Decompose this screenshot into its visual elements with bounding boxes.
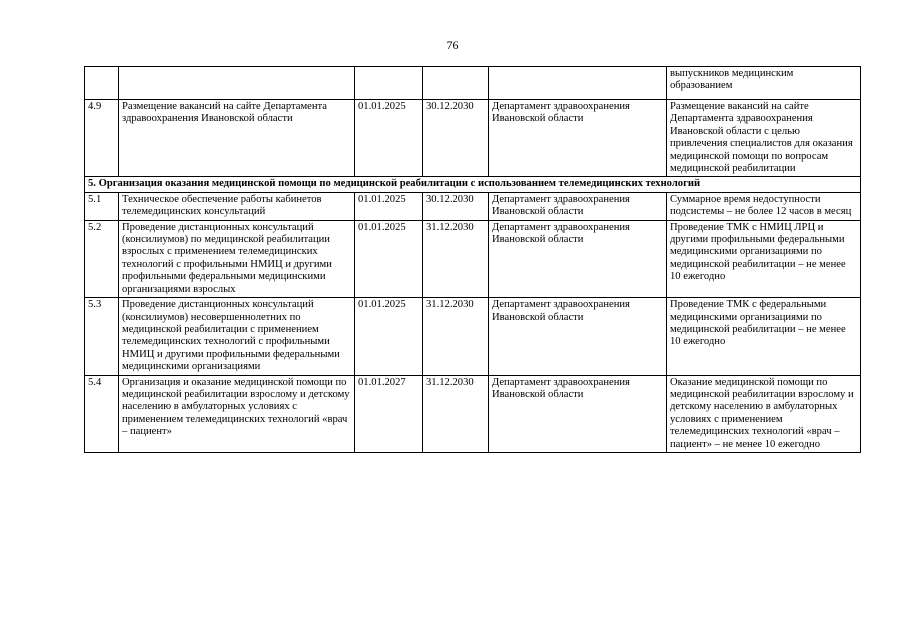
cell-end-date [423, 67, 489, 100]
cell-number: 5.2 [85, 220, 119, 297]
cell-number: 4.9 [85, 100, 119, 177]
table-row-5-1 [85, 192, 861, 220]
cell-responsible: Департамент здравоохранения Ивановской области [489, 220, 667, 297]
cell-end-date: 30.12.2030 [423, 100, 489, 177]
cell-end-date: 30.12.2030 [423, 192, 489, 220]
cell-name [119, 67, 355, 100]
cell-result: Проведение ТМК с НМИЦ ЛРЦ и другими профильными федеральными медицинскими организациями по медицинской реабилитации – не менее 10 ежегодно [667, 220, 861, 297]
cell-responsible: Департамент здравоохранения Ивановской области [489, 100, 667, 177]
table-row-continuation [85, 67, 861, 100]
cell-result: Проведение ТМК с федеральными медицинскими организациями по медицинской реабилитации – не менее 10 ежегодно [667, 298, 861, 375]
cell-start-date: 01.01.2025 [355, 100, 423, 177]
cell-name: Организация и оказание медицинской помощи по медицинской реабилитации взрослому и детскому населению в амбулаторных условиях с применением телемедицинских технологий «врач – пациент» [119, 375, 355, 452]
cell-start-date: 01.01.2027 [355, 375, 423, 452]
table-row-4-9 [85, 100, 861, 177]
cell-end-date: 31.12.2030 [423, 220, 489, 297]
section-title: 5. Организация оказания медицинской помощи по медицинской реабилитации с использованием телемедицинских технологий [85, 177, 861, 192]
cell-number: 5.1 [85, 192, 119, 220]
cell-result: Оказание медицинской помощи по медицинской реабилитации взрослому и детскому населению в амбулаторных условиях с применением телемедицинских технологий «врач – пациент» – не менее 10 ежегодно [667, 375, 861, 452]
cell-result: выпускников медицинским образованием [667, 67, 861, 100]
cell-number [85, 67, 119, 100]
cell-name: Проведение дистанционных консультаций (консилиумов) несовершеннолетних по медицинской реабилитации с применением телемедицинских технологий с профильными НМИЦ и другими профильными федеральными медицинскими организациями [119, 298, 355, 375]
cell-name: Размещение вакансий на сайте Департамента здравоохранения Ивановской области [119, 100, 355, 177]
cell-responsible: Департамент здравоохранения Ивановской области [489, 192, 667, 220]
cell-number: 5.4 [85, 375, 119, 452]
section-header-row [85, 177, 861, 192]
cell-end-date: 31.12.2030 [423, 375, 489, 452]
cell-result: Суммарное время недоступности подсистемы – не более 12 часов в месяц [667, 192, 861, 220]
page-number: 76 [446, 38, 459, 52]
cell-name: Проведение дистанционных консультаций (консилиумов) по медицинской реабилитации взрослых с применением телемедицинских технологий с профильными НМИЦ и другими профильными федеральными медицинскими организациями взрослых [119, 220, 355, 297]
cell-start-date: 01.01.2025 [355, 298, 423, 375]
cell-number: 5.3 [85, 298, 119, 375]
cell-start-date: 01.01.2025 [355, 220, 423, 297]
cell-end-date: 31.12.2030 [423, 298, 489, 375]
table-row-5-3 [85, 298, 861, 375]
table-row-5-2 [85, 220, 861, 297]
cell-responsible: Департамент здравоохранения Ивановской области [489, 298, 667, 375]
cell-start-date: 01.01.2025 [355, 192, 423, 220]
cell-name: Техническое обеспечение работы кабинетов телемедицинских консультаций [119, 192, 355, 220]
table-row-5-4 [85, 375, 861, 452]
cell-responsible [489, 67, 667, 100]
cell-responsible: Департамент здравоохранения Ивановской области [489, 375, 667, 452]
cell-result: Размещение вакансий на сайте Департамента здравоохранения Ивановской области с целью привлечения специалистов для оказания медицинской помощи по вопросам медицинской реабилитации [667, 100, 861, 177]
measures-table [84, 66, 861, 453]
cell-start-date [355, 67, 423, 100]
